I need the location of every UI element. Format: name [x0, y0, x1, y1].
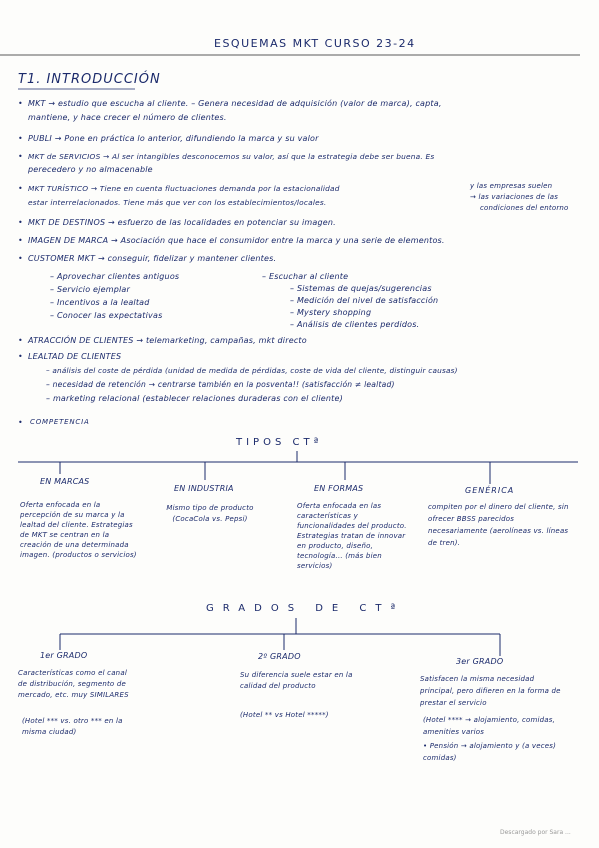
tipo-marcas-body: Oferta enfocada en la percepción de su marca y la lealtad del cliente. Estrategias de MKT se centran en la creación de una determinada imagen. (productos o servicios) [20, 501, 137, 559]
grado-1-note: (Hotel *** vs. otro *** en la misma ciudad) [22, 717, 123, 736]
customer-left-item: – Conocer las expectativas [50, 311, 163, 320]
bullet-dot: • [18, 152, 23, 161]
bullet-lealtad-head: LEALTAD DE CLIENTES [28, 352, 122, 361]
grado-3-body: Satisfacen la misma necesidad principal, pero difieren en la forma de prestar el servicio [420, 675, 561, 707]
tipo-industria-body: Mismo tipo de producto (CocaCola vs. Pepsi) [166, 504, 254, 523]
bullet-turistico-line1: MKT TURÍSTICO → Tiene en cuenta fluctuaciones demanda por la estacionalidad [28, 184, 340, 193]
customer-right-item: – Mystery shopping [290, 308, 372, 317]
bullet-dot: • [18, 184, 23, 193]
bullet-atraccion: ATRACCIÓN DE CLIENTES → telemarketing, campañas, mkt directo [28, 336, 307, 345]
grado-2-body: Su diferencia suele estar en la calidad del producto [240, 671, 353, 690]
bullet-dot: • [18, 99, 23, 108]
customer-right-item: – Análisis de clientes perdidos. [290, 320, 420, 329]
lealtad-item: – necesidad de retención → centrarse también en la posventa!! (satisfacción ≠ lealtad) [46, 380, 395, 389]
customer-right-item: – Sistemas de quejas/sugerencias [290, 284, 432, 293]
customer-right-head: – Escuchar al cliente [262, 272, 349, 281]
bullet-mkt-line2: mantiene, y hace crecer el número de clientes. [28, 113, 227, 122]
grado-3-head: 3er GRADO [456, 657, 504, 666]
tipo-formas-head: EN FORMAS [314, 484, 364, 493]
customer-left-item: – Incentivos a la lealtad [50, 298, 150, 307]
tipo-generica-head: GENÉRICA [465, 486, 515, 495]
lealtad-item: – marketing relacional (establecer relaciones duraderas con el cliente) [46, 394, 343, 403]
tipo-generica-body: compiten por el dinero del cliente, sin ofrecer BBSS parecidos necesariamente (aerolíneas vs. líneas de tren). [428, 503, 569, 547]
competencia-heading: COMPETENCIA [30, 418, 90, 426]
tipo-formas-body: Oferta enfocada en las características y funcionalidades del producto. Estrategias tratan de innovar en producto, diseño, tecnología... (más bien servicios) [297, 502, 407, 570]
section-title: T1. INTRODUCCIÓN [18, 72, 161, 87]
bullet-dot: • [18, 236, 23, 245]
bullet-dot: • [18, 336, 23, 345]
download-footer: Descargado por Sara ... [500, 829, 571, 836]
customer-left-item: – Aprovechar clientes antiguos [50, 272, 180, 281]
bullet-turistico-line2: estar interrelacionados. Tiene más que ver con los establecimientos/locales. [28, 198, 327, 207]
bullet-turistico-side1: y las empresas suelen [470, 182, 553, 190]
bullet-destinos: MKT DE DESTINOS → esfuerzo de las localidades en potenciar su imagen. [28, 218, 336, 227]
bullet-mkt-line1: MKT → estudio que escucha al cliente. – Genera necesidad de adquisición (valor de marca), capta, [28, 99, 442, 108]
bullet-servicios-line2: perecedero y no almacenable [28, 165, 153, 174]
grado-2-head: 2º GRADO [258, 652, 301, 661]
customer-right-item: – Medición del nivel de satisfacción [290, 296, 439, 305]
tipos-title: TIPOS CTª [236, 437, 323, 448]
tipo-industria-head: EN INDUSTRIA [174, 484, 234, 493]
bullet-dot: • [18, 418, 23, 427]
bullet-servicios-line1: MKT de SERVICIOS → Al ser intangibles desconocemos su valor, así que la estrategia debe ser buena. Es [28, 152, 435, 161]
bullet-customer-mkt: CUSTOMER MKT → conseguir, fidelizar y mantener clientes. [28, 254, 277, 263]
grado-1-body: Características como el canal de distribución, segmento de mercado, etc. muy SIMILARES [18, 669, 129, 699]
grado-1-head: 1er GRADO [40, 651, 88, 660]
bullet-dot: • [18, 352, 23, 361]
bullet-dot: • [18, 254, 23, 263]
grados-title: GRADOS DE CTª [206, 603, 405, 614]
customer-left-item: – Servicio ejemplar [50, 285, 130, 294]
tipo-marcas-head: EN MARCAS [40, 477, 90, 486]
bullet-dot: • [18, 218, 23, 227]
bullet-turistico-side2: → las variaciones de las [470, 193, 559, 201]
bullet-turistico-side3: condiciones del entorno [480, 204, 569, 212]
lealtad-item: – análisis del coste de pérdida (unidad de medida de pérdidas, coste de vida del cliente, distinguir causas) [46, 366, 458, 375]
grado-3-note: (Hotel **** → alojamiento, comidas, amenities varios [423, 716, 556, 736]
bullet-imagen-marca: IMAGEN DE MARCA → Asociación que hace el consumidor entre la marca y una serie de elementos. [28, 236, 445, 245]
grado-3-note: • Pensión → alojamiento y (a veces) comidas) [423, 742, 557, 762]
bullet-publi: PUBLI → Pone en práctica lo anterior, difundiendo la marca y su valor [28, 134, 319, 143]
page-header-title: ESQUEMAS MKT CURSO 23-24 [214, 37, 416, 50]
grado-2-note: (Hotel ** vs Hotel *****) [240, 711, 329, 719]
bullet-dot: • [18, 134, 23, 143]
